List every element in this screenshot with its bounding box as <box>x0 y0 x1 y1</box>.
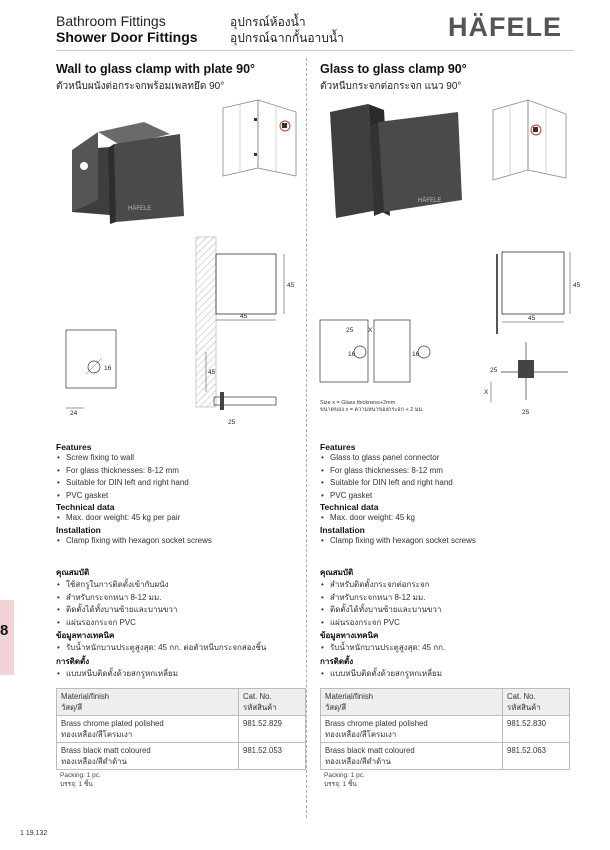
list-item: • ติดตั้งได้ทั้งบานซ้ายและบานขวา <box>56 604 301 617</box>
table-cell-finish: Brass black matt coloured ทองเหลือง/สีดำด้าน <box>321 743 503 770</box>
right-dim-x: X <box>368 327 373 334</box>
table-cell-finish: Brass black matt coloured ทองเหลือง/สีดำด้าน <box>57 743 239 770</box>
left-product-title: Wall to glass clamp with plate 90° <box>56 62 256 76</box>
right-install-sketch <box>488 98 570 186</box>
right-tech-list-th <box>320 642 570 655</box>
right-specs-th <box>320 566 570 680</box>
right-size-note: Size x = Glass thickness+2mm ขนาดของ x = ความหนาของกระจก + 2 มม. <box>320 400 424 413</box>
right-material-table <box>320 688 570 770</box>
list-item: • สำหรับกระจกหนา 8-12 มม. <box>56 592 301 605</box>
right-product-label: HÄFELE <box>418 198 442 204</box>
left-specs <box>56 442 301 547</box>
list-item: • For glass thicknesses: 8-12 mm <box>56 465 301 478</box>
table-row <box>321 716 570 743</box>
table-row <box>57 743 306 770</box>
hafele-logo: HÄFELE <box>448 12 562 42</box>
left-dim-width: 45 <box>240 313 248 320</box>
list-item: • Clamp fixing with hexagon socket screws <box>320 535 570 548</box>
list-item: • สำหรับติดตั้งกระจกต่อกระจก <box>320 579 570 592</box>
right-product-image <box>322 100 472 230</box>
left-tech-list <box>56 512 301 525</box>
header-category-th: อุปกรณ์ห้องน้ำ <box>230 15 306 29</box>
table-header-cat: Cat. No. รหัสสินค้า <box>239 689 306 716</box>
left-install-heading: Installation <box>56 524 101 535</box>
list-item: • PVC gasket <box>320 490 570 503</box>
left-dim-hole: 16 <box>104 365 112 372</box>
left-tech-heading-th: ข้อมูลทางเทคนิค <box>56 631 115 640</box>
list-item: • แผ่นรองกระจก PVC <box>320 617 570 630</box>
left-dim-offset: 24 <box>70 410 78 417</box>
list-item: • ติดตั้งได้ทั้งบานซ้ายและบานขวา <box>320 604 570 617</box>
list-item: • แบบหนีบติดตั้งด้วยสกรูหกเหลี่ยม <box>56 668 301 681</box>
right-dim-hole-2: 16 <box>412 351 420 358</box>
list-item: • Suitable for DIN left and right hand <box>320 477 570 490</box>
left-features-list-th <box>56 579 301 629</box>
header-category: Bathroom Fittings <box>56 13 166 29</box>
table-cell-cat: 981.52.063 <box>503 743 570 770</box>
right-specs <box>320 442 570 547</box>
left-tech-heading: Technical data <box>56 502 115 512</box>
table-cell-cat: 981.52.830 <box>503 716 570 743</box>
header-rule <box>56 50 574 51</box>
left-features-heading-th: คุณสมบัติ <box>56 568 90 577</box>
left-product-image <box>62 104 202 229</box>
right-tech-heading: Technical data <box>320 502 379 512</box>
right-dim-hole: 16 <box>348 351 356 358</box>
list-item: • For glass thicknesses: 8-12 mm <box>320 465 570 478</box>
table-header-cat: Cat. No. รหัสสินค้า <box>503 689 570 716</box>
right-dim-height: 45 <box>573 282 581 289</box>
right-product-subtitle: ตัวหนีบกระจกต่อกระจก แนว 90° <box>320 81 462 92</box>
right-product-title: Glass to glass clamp 90° <box>320 62 467 76</box>
right-install-list <box>320 535 570 548</box>
list-item: • PVC gasket <box>56 490 301 503</box>
column-divider <box>306 58 307 818</box>
table-cell-finish: Brass chrome plated polished ทองเหลือง/สีโครมเงา <box>57 716 239 743</box>
right-dim-x-2: X <box>484 389 489 396</box>
left-features-heading: Features <box>56 442 92 452</box>
left-dim-height-2: 45 <box>208 369 216 376</box>
table-header-material: Material/finish วัสดุ/สี <box>57 689 239 716</box>
list-item: • Screw fixing to wall <box>56 452 301 465</box>
table-header-row <box>321 689 570 716</box>
table-header-row <box>57 689 306 716</box>
right-packing: Packing: 1 pc. บรรจุ: 1 ชิ้น <box>324 772 365 788</box>
table-cell-finish: Brass chrome plated polished ทองเหลือง/สีโครมเงา <box>321 716 503 743</box>
right-features-list <box>320 452 570 502</box>
right-install-list-th <box>320 668 570 681</box>
right-install-heading-th: การติดตั้ง <box>320 656 354 666</box>
left-tech-list-th <box>56 642 301 655</box>
left-dim-height: 45 <box>287 282 295 289</box>
left-product-subtitle: ตัวหนีบผนังต่อกระจกพร้อมเพลทยึด 90° <box>56 81 225 92</box>
left-install-sketch <box>218 98 300 183</box>
table-header-material: Material/finish วัสดุ/สี <box>321 689 503 716</box>
left-specs-th <box>56 566 301 680</box>
list-item: • แบบหนีบติดตั้งด้วยสกรูหกเหลี่ยม <box>320 668 570 681</box>
chapter-number: 8 <box>0 622 9 639</box>
list-item: • สำหรับกระจกหนา 8-12 มม. <box>320 592 570 605</box>
right-dim-side: 25 <box>490 367 498 374</box>
right-dim-width: 45 <box>528 315 536 322</box>
table-cell-cat: 981.52.829 <box>239 716 306 743</box>
table-row <box>321 743 570 770</box>
left-material-table <box>56 688 306 770</box>
right-tech-list <box>320 512 570 525</box>
list-item: • แผ่นรองกระจก PVC <box>56 617 301 630</box>
list-item: • Max. door weight: 45 kg per pair <box>56 512 301 525</box>
right-tech-heading-th: ข้อมูลทางเทคนิค <box>320 631 379 640</box>
list-item: • Suitable for DIN left and right hand <box>56 477 301 490</box>
right-install-heading: Installation <box>320 524 365 535</box>
left-install-list <box>56 535 301 548</box>
list-item: • Max. door weight: 45 kg <box>320 512 570 525</box>
left-dimension-drawing <box>56 232 304 432</box>
right-features-heading-th: คุณสมบัติ <box>320 568 354 577</box>
left-packing: Packing: 1 pc. บรรจุ: 1 ชิ้น <box>60 772 101 788</box>
left-install-heading-th: การติดตั้ง <box>56 656 90 666</box>
left-dim-depth: 25 <box>228 419 236 426</box>
list-item: • Glass to glass panel connector <box>320 452 570 465</box>
header-title-th: อุปกรณ์ฉากกั้นอาบน้ำ <box>230 31 344 45</box>
right-dim-depth: 25 <box>522 409 530 416</box>
header-title: Shower Door Fittings <box>56 29 198 45</box>
list-item: • Clamp fixing with hexagon socket screws <box>56 535 301 548</box>
table-cell-cat: 981.52.053 <box>239 743 306 770</box>
left-install-list-th <box>56 668 301 681</box>
page-number: 1 19.132 <box>20 830 48 837</box>
right-dim-offset: 25 <box>346 327 354 334</box>
list-item: • รับน้ำหนักบานประตูสูงสุด: 45 กก. ต่อตัวหนีบกระจกสองชิ้น <box>56 642 301 655</box>
list-item: • ใช้สกรูในการติดตั้งเข้ากับผนัง <box>56 579 301 592</box>
right-features-heading: Features <box>320 442 356 452</box>
left-features-list <box>56 452 301 502</box>
right-features-list-th <box>320 579 570 629</box>
list-item: • รับน้ำหนักบานประตูสูงสุด: 45 กก. <box>320 642 570 655</box>
table-row <box>57 716 306 743</box>
left-product-label: HÄFELE <box>128 206 152 212</box>
